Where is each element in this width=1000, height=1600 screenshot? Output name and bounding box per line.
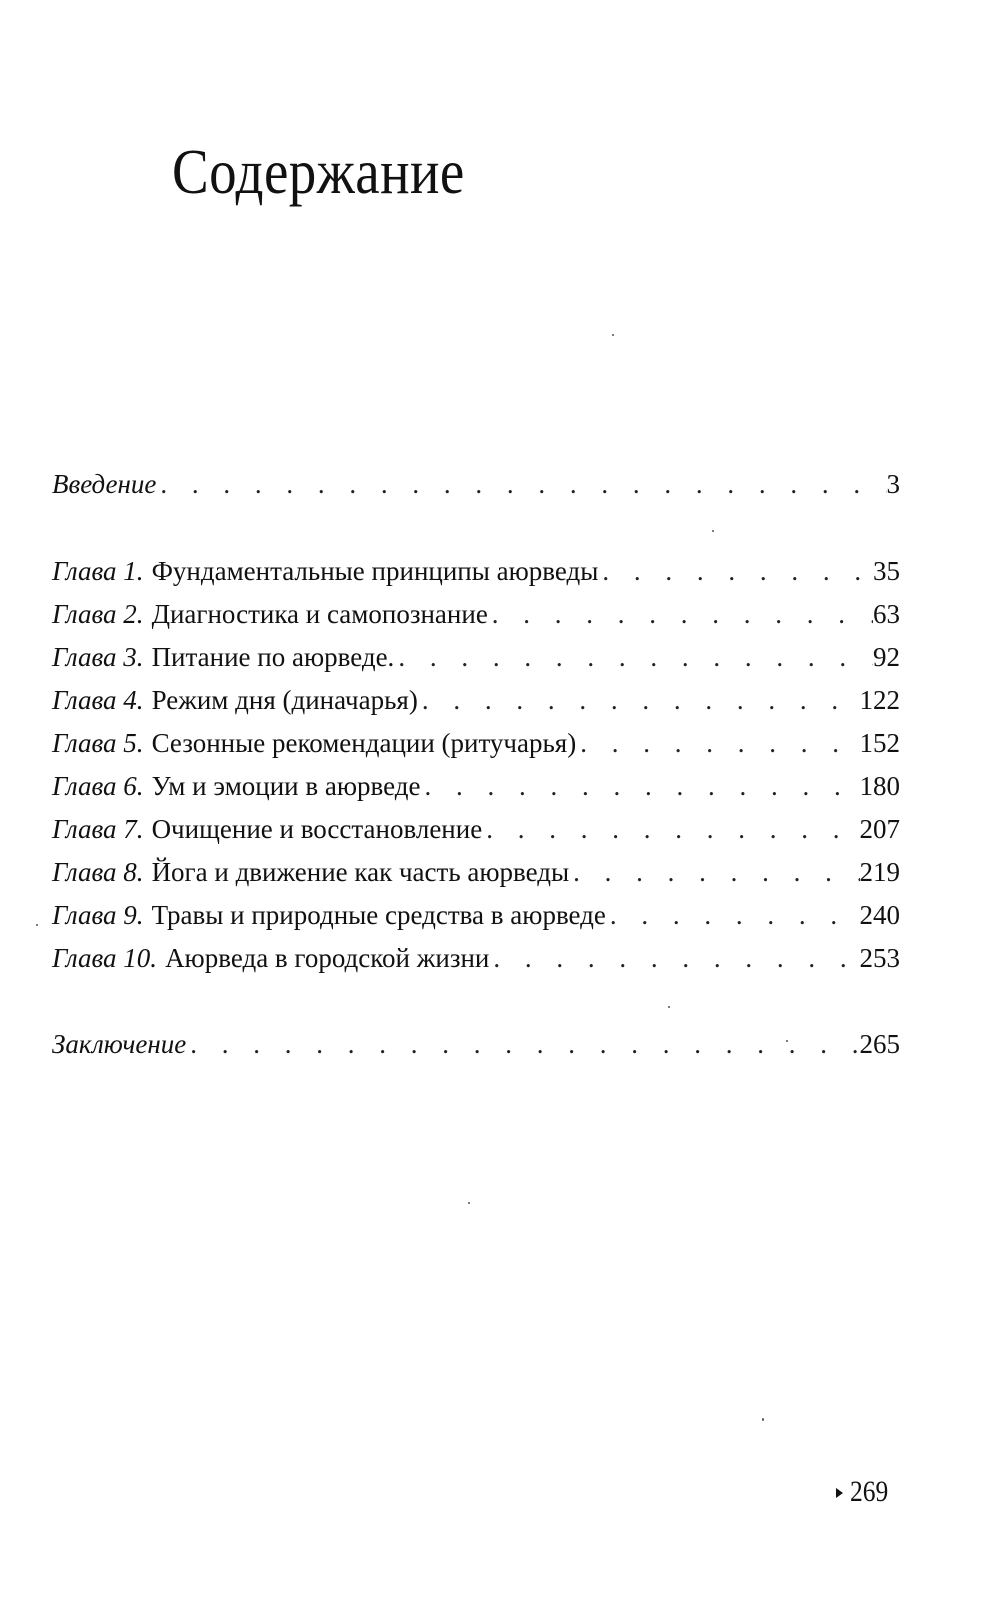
toc-entry-page: 92: [873, 642, 900, 672]
toc-entry-label: Глава 5.: [52, 728, 144, 758]
toc-entry-title: Ум и эмоции в аюрведе: [151, 771, 421, 801]
toc-entry-chapter-3[interactable]: [52, 637, 900, 677]
scan-speck: [786, 1040, 788, 1042]
dot-leader: [569, 852, 859, 892]
toc-entry-label: Заключение: [52, 1029, 187, 1059]
toc-entry-chapter-1[interactable]: [52, 551, 900, 591]
dot-leader: [482, 809, 859, 849]
scan-speck: [762, 1418, 764, 1421]
toc-entry-page: 35: [873, 556, 900, 586]
toc-entry-chapter-2[interactable]: [52, 594, 900, 634]
toc-entry-title: Йога и движение как часть аюрведы: [151, 857, 570, 887]
toc-entry-label: Глава 3.: [52, 642, 144, 672]
toc-entry-page: 3: [886, 469, 900, 499]
toc-entry-chapter-10[interactable]: [52, 938, 900, 978]
scan-speck: [468, 1202, 470, 1204]
toc-entry-chapter-6[interactable]: [52, 766, 900, 806]
toc-entry-page: 253: [859, 943, 900, 973]
toc-entry-label: Введение: [52, 469, 157, 499]
toc-entry-title: Фундаментальные принципы аюрведы: [151, 556, 599, 586]
scan-speck: [712, 530, 714, 532]
toc-entry-page: 122: [859, 685, 900, 715]
toc-entry-chapter-4[interactable]: [52, 680, 900, 720]
toc-entry-page: 152: [859, 728, 900, 758]
dot-leader: [418, 680, 860, 720]
toc-entry-page: 240: [859, 900, 900, 930]
toc-entry-label: Глава 6.: [52, 771, 144, 801]
dot-leader: [598, 551, 873, 591]
toc-entry-introduction[interactable]: [52, 464, 900, 504]
toc-entry-page: 63: [873, 599, 900, 629]
toc-entry-title: Очищение и восстановление: [151, 814, 483, 844]
toc-entry-title: Питание по аюрведе.: [151, 642, 395, 672]
toc-entry-title: Травы и природные средства в аюрведе: [151, 900, 606, 930]
dot-leader: [606, 895, 860, 935]
toc-entry-label: Глава 2.: [52, 599, 144, 629]
dot-leader: [489, 938, 859, 978]
toc-entry-page: 180: [859, 771, 900, 801]
toc-entry-label: Глава 8.: [52, 857, 144, 887]
toc-entry-label: Глава 10.: [52, 943, 158, 973]
scan-speck: [36, 924, 38, 926]
toc-entry-label: Глава 9.: [52, 900, 144, 930]
toc-entry-page: 207: [859, 814, 900, 844]
toc-entry-chapter-5[interactable]: [52, 723, 900, 763]
toc-entry-page: 265: [859, 1029, 900, 1059]
scan-speck: [612, 334, 614, 336]
toc-entry-title: Сезонные рекомендации (ритучарья): [151, 728, 577, 758]
toc-entry-title: Режим дня (диначарья): [151, 685, 418, 715]
dot-leader: [156, 464, 886, 504]
toc-entry-page: 219: [859, 857, 900, 887]
toc-entry-chapter-8[interactable]: [52, 852, 900, 892]
toc-entry-label: Глава 7.: [52, 814, 144, 844]
dot-leader: [488, 594, 873, 634]
page-marker-icon: [836, 1488, 843, 1498]
toc-entry-label: Глава 4.: [52, 685, 144, 715]
dot-leader: [394, 637, 873, 677]
dot-leader: [186, 1024, 859, 1064]
toc-entry-chapter-9[interactable]: [52, 895, 900, 935]
toc-entry-chapter-7[interactable]: [52, 809, 900, 849]
page-number: 269: [850, 1475, 889, 1508]
toc-entry-conclusion[interactable]: [52, 1024, 900, 1064]
page-title: Содержание: [172, 136, 465, 207]
dot-leader: [420, 766, 859, 806]
dot-leader: [576, 723, 859, 763]
toc-entry-title: Аюрведа в городской жизни: [165, 943, 490, 973]
toc-entry-title: Диагностика и самопознание: [151, 599, 488, 629]
toc-entry-label: Глава 1.: [52, 556, 144, 586]
scan-speck: [668, 1006, 670, 1008]
